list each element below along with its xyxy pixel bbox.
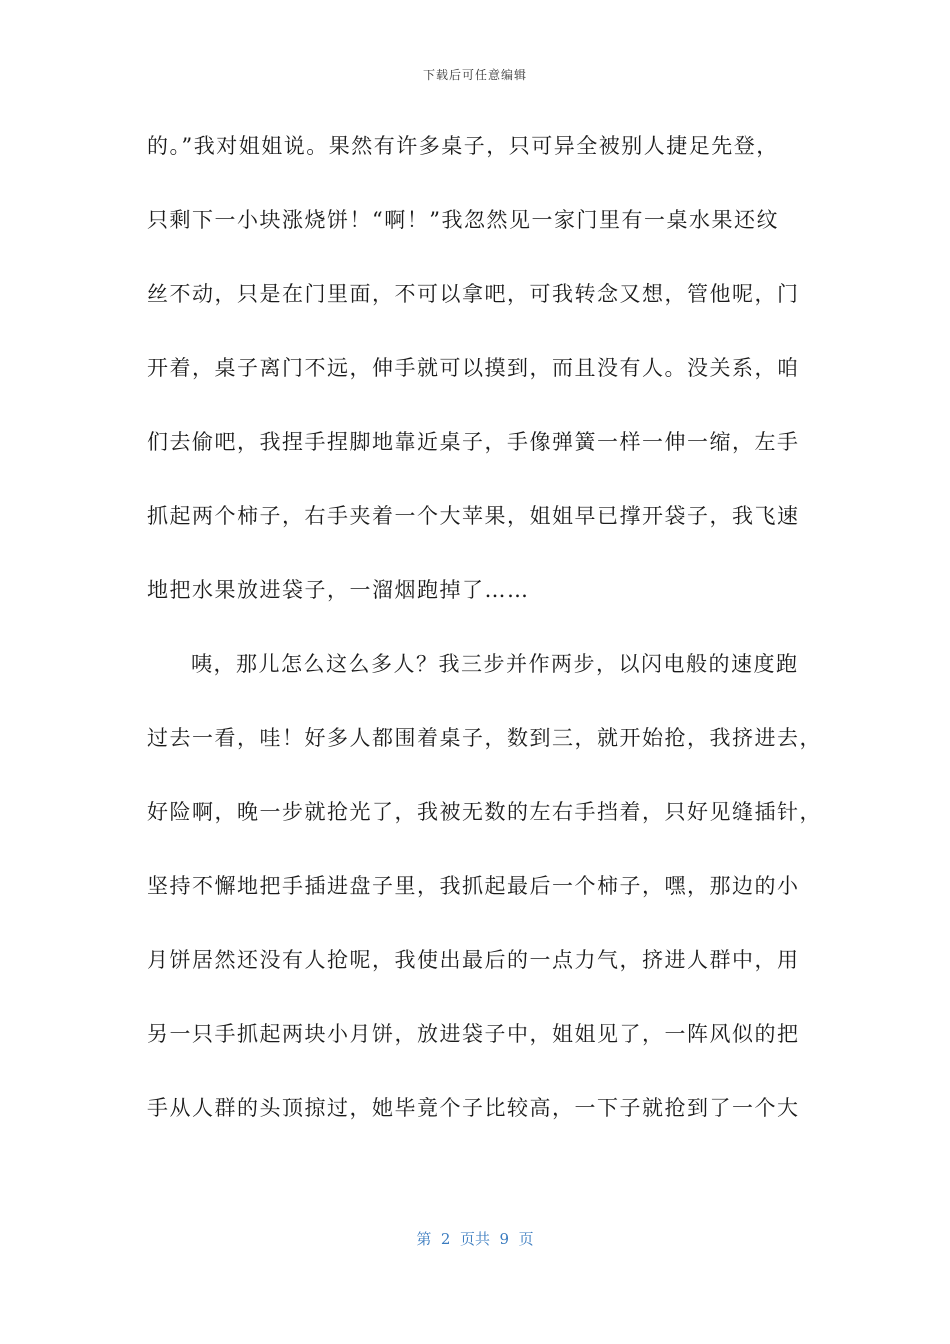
text-line: 们去偷吧，我捏手捏脚地靠近桌子，手像弹簧一样一伸一缩，左手	[147, 430, 800, 454]
text-line: 抓起两个柿子，右手夹着一个大苹果，姐姐早已撑开袋子，我飞速	[147, 504, 800, 528]
text-line: 丝不动，只是在门里面，不可以拿吧，可我转念又想，管他呢，门	[147, 282, 800, 306]
text-line: 开着，桌子离门不远，伸手就可以摸到，而且没有人。没关系，咱	[147, 356, 800, 380]
document-body	[147, 120, 822, 1156]
text-line: 地把水果放进袋子，一溜烟跑掉了……	[147, 578, 530, 602]
page-footer: 第 2 页共 9 页	[416, 1230, 534, 1248]
text-line: 只剩下一小块涨烧饼！“啊！”我忽然见一家门里有一桌水果还纹	[147, 208, 779, 232]
text-line: 手从人群的头顶掠过，她毕竟个子比较高，一下子就抢到了一个大	[147, 1096, 800, 1120]
text-line: 另一只手抓起两块小月饼，放进袋子中，姐姐见了，一阵风似的把	[147, 1022, 800, 1046]
paragraph-start-line: 咦，那儿怎么这么多人？我三步并作两步，以闪电般的速度跑	[191, 652, 799, 676]
text-line: 过去一看，哇！好多人都围着桌子，数到三，就开始抢，我挤进去，	[147, 726, 822, 750]
text-line: 月饼居然还没有人抢呢，我使出最后的一点力气，挤进人群中，用	[147, 948, 800, 972]
text-line: 好险啊，晚一步就抢光了，我被无数的左右手挡着，只好见缝插针，	[147, 800, 822, 824]
page-header: 下载后可任意编辑	[422, 68, 527, 82]
text-line: 的。”我对姐姐说。果然有许多桌子，只可异全被别人捷足先登，	[147, 134, 779, 158]
text-line: 坚持不懈地把手插进盘子里，我抓起最后一个柿子，嘿，那边的小	[147, 874, 800, 898]
